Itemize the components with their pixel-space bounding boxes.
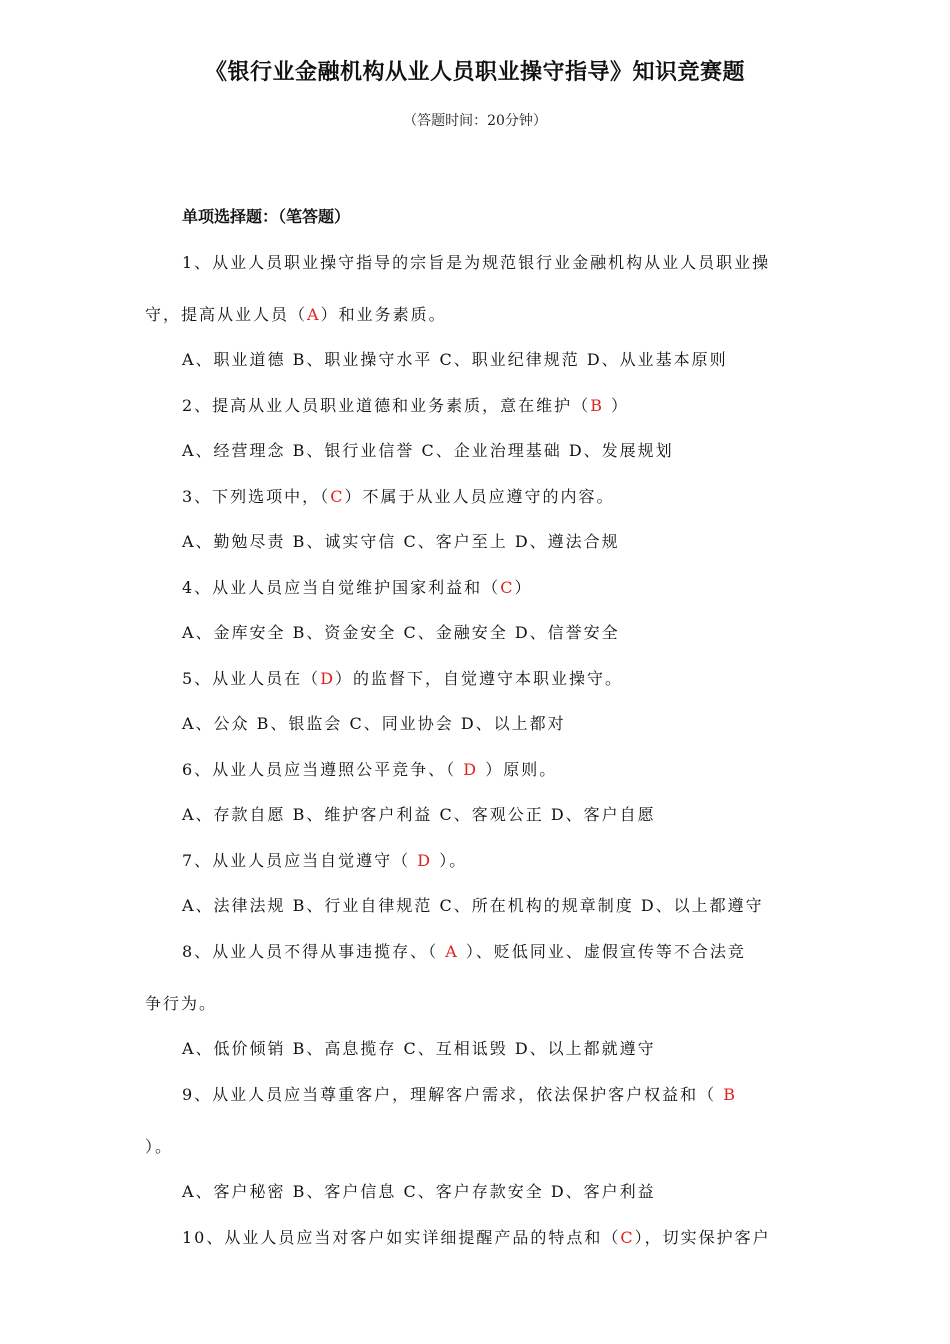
question-8-line-2: 争行为。 [145,994,218,1013]
question-5-options: A、公众 B、银监会 C、同业协会 D、以上都对 [182,714,566,733]
question-1-line-2: 守，提高从业人员（A）和业务素质。 [145,305,447,324]
question-3: 3、下列选项中，（C）不属于从业人员应遵守的内容。 [182,487,615,506]
question-7-options: A、法律法规 B、行业自律规范 C、所在机构的规章制度 D、以上都遵守 [182,896,764,915]
answer-mark: D [417,851,433,870]
question-4: 4、从业人员应当自觉维护国家利益和（C） [182,578,533,597]
question-8-line-1: 8、从业人员不得从事违揽存、（ A ）、贬低同业、虚假宣传等不合法竞 [182,942,746,961]
answer-mark: B [723,1085,738,1104]
question-2: 2、提高从业人员职业道德和业务素质，意在维护（B ） [182,396,630,415]
section-heading: 单项选择题：（笔答题） [182,207,351,226]
question-9-options: A、客户秘密 B、客户信息 C、客户存款安全 D、客户利益 [182,1182,656,1201]
answer-mark: B [590,396,604,415]
answer-mark: C [500,578,515,597]
question-1-options: A、职业道德 B、职业操守水平 C、职业纪律规范 D、从业基本原则 [182,350,728,369]
answer-mark: C [620,1228,635,1247]
question-10-line-1: 10、从业人员应当对客户如实详细提醒产品的特点和（C），切实保护客户 [182,1228,771,1247]
question-3-options: A、勤勉尽责 B、诚实守信 C、客户至上 D、遵法合规 [182,532,620,551]
answer-mark: D [320,669,336,688]
question-7: 7、从业人员应当自觉遵守（ D ）。 [182,851,468,870]
answer-time-note: （答题时间：20分钟） [403,113,547,129]
question-8-options: A、低价倾销 B、高息揽存 C、互相诋毁 D、以上都就遵守 [182,1039,656,1058]
document-title: 《银行业金融机构从业人员职业操守指导》知识竞赛题 [204,60,745,85]
answer-mark: D [463,760,479,779]
question-1-line-1: 1、从业人员职业操守指导的宗旨是为规范银行业金融机构从业人员职业操 [182,253,771,272]
question-5: 5、从业人员在（D）的监督下，自觉遵守本职业操守。 [182,669,624,688]
question-4-options: A、金库安全 B、资金安全 C、金融安全 D、信誉安全 [182,623,620,642]
answer-mark: A [445,942,459,961]
question-6-options: A、存款自愿 B、维护客户利益 C、客观公正 D、客户自愿 [182,805,656,824]
question-9-line-2: ）。 [145,1137,174,1156]
answer-mark: C [330,487,345,506]
question-2-options: A、经营理念 B、银行业信誉 C、企业治理基础 D、发展规划 [182,441,674,460]
answer-mark: A [307,305,321,324]
question-9-line-1: 9、从业人员应当尊重客户，理解客户需求，依法保护客户权益和（ B [182,1085,738,1104]
question-6: 6、从业人员应当遵照公平竞争、（ D ）原则。 [182,760,558,779]
